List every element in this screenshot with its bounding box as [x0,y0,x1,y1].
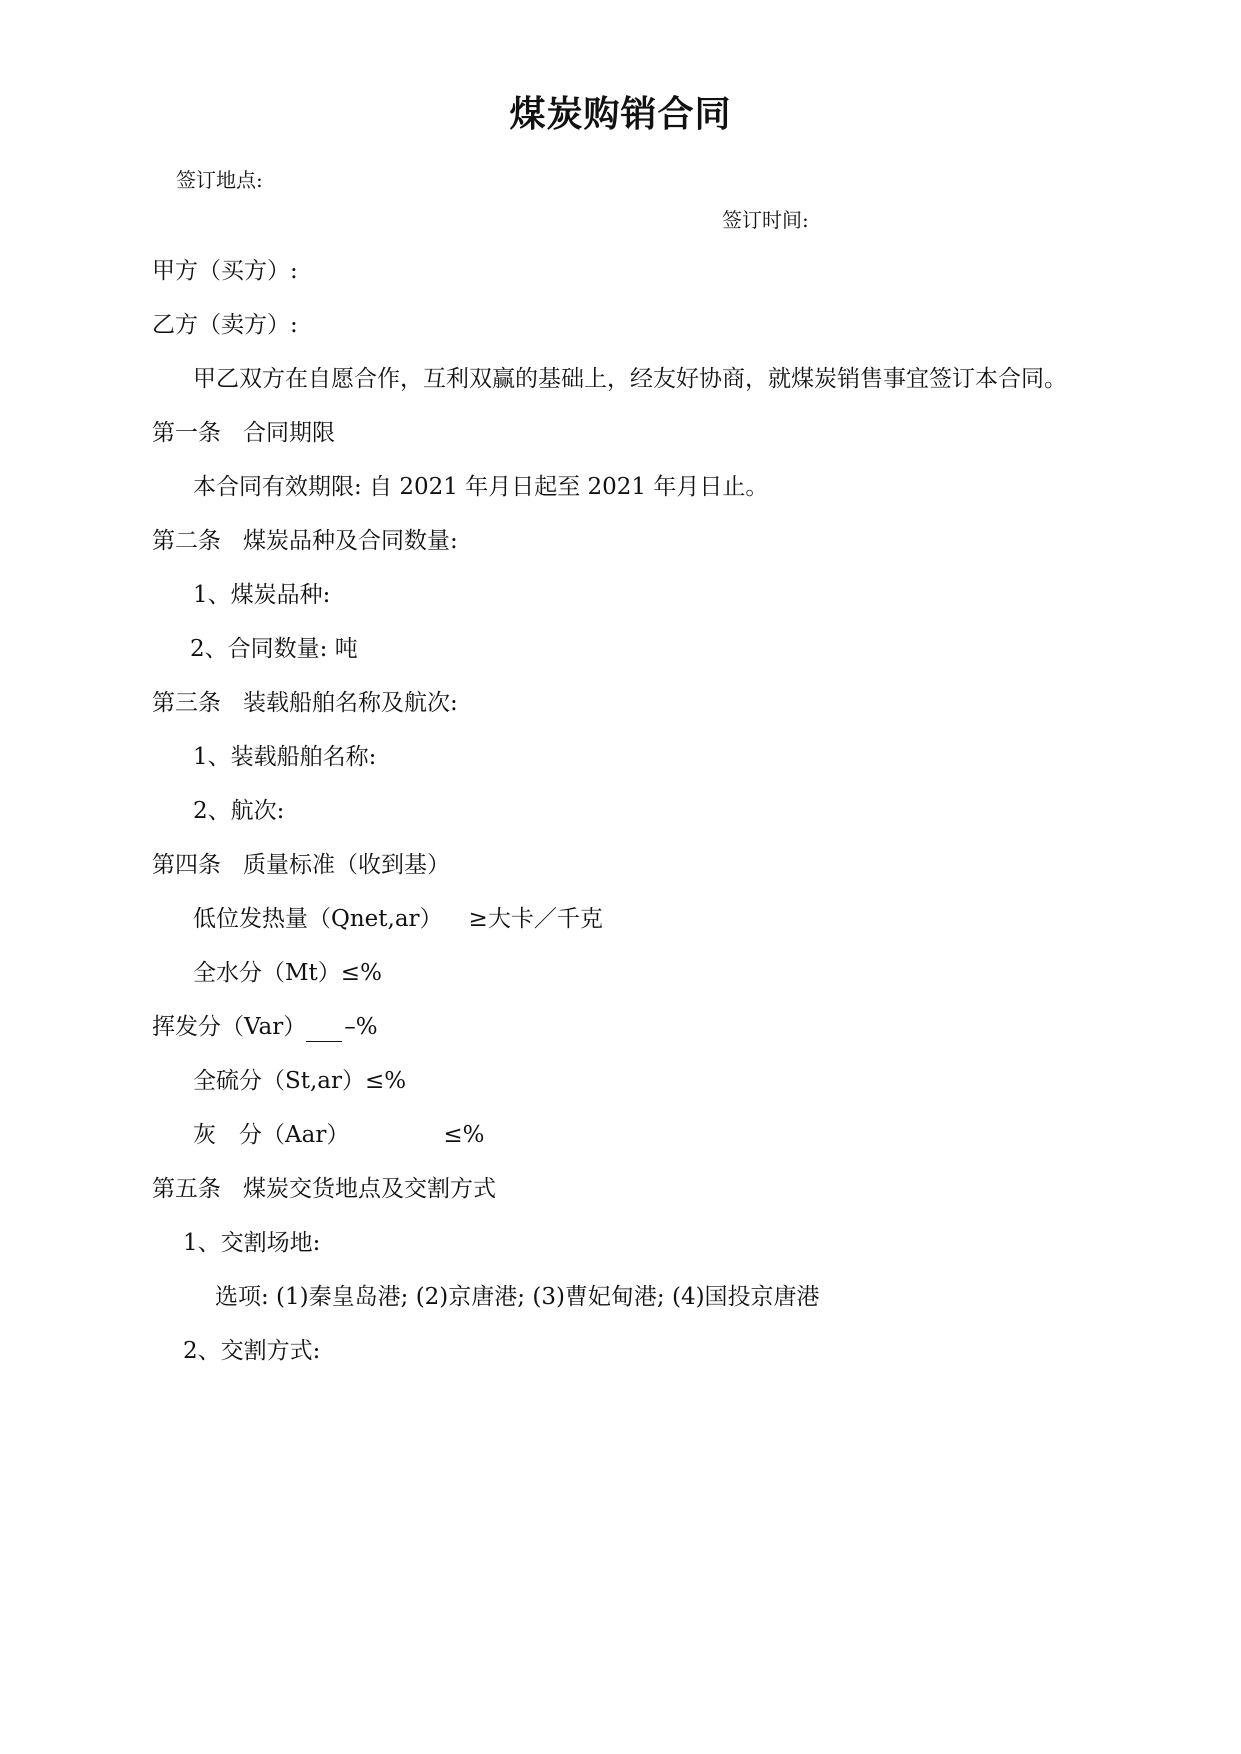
quality-sulfur: 全硫分（St,ar）≤% [193,1068,407,1094]
article-5-number: 第五条 [152,1176,221,1202]
article-2-item-2: 2、合同数量: 吨 [190,636,358,662]
quality-moisture: 全水分（Mt）≤% [193,960,382,986]
volatile-blank-line [306,1019,342,1042]
article-3-number: 第三条 [152,690,221,716]
party-b: 乙方（卖方）: [152,312,298,338]
quality-calorific-value: ≥大卡／千克 [468,906,603,932]
quality-ash-label: 灰 分（Aar） [193,1122,350,1148]
quality-ash [193,1120,484,1150]
article-3-item-1: 1、装载船舶名称: [193,744,377,770]
article-2-number: 第二条 [152,528,221,554]
sign-place: 签订地点: [176,168,263,192]
article-1-body: 本合同有效期限: 自 2021 年月日起至 2021 年月日止。 [193,474,769,500]
article-5-title: 煤炭交货地点及交割方式 [243,1176,496,1202]
article-5-item-2: 2、交割方式: [183,1338,321,1364]
page-title: 煤炭购销合同 [509,94,732,135]
article-2-item-1: 1、煤炭品种: [193,582,331,608]
article-1-title: 合同期限 [243,420,335,446]
quality-calorific [193,904,603,934]
delivery-options: 选项: (1)秦皇岛港; (2)京唐港; (3)曹妃甸港; (4)国投京唐港 [215,1284,820,1310]
article-3-item-2: 2、航次: [193,798,285,824]
article-1-heading [152,418,335,448]
article-3-heading [152,688,458,718]
party-a: 甲方（买方）: [152,258,298,284]
quality-volatile-label: 挥发分（Var） [152,1014,307,1040]
article-5-item-1: 1、交割场地: [183,1230,321,1256]
article-2-title: 煤炭品种及合同数量: [243,528,458,554]
article-4-number: 第四条 [152,852,221,878]
article-4-title: 质量标准（收到基） [243,852,450,878]
preamble: 甲乙双方在自愿合作，互利双赢的基础上，经友好协商，就煤炭销售事宜签订本合同。 [193,366,1067,392]
quality-ash-value: ≤% [443,1122,485,1148]
quality-calorific-label: 低位发热量（Qnet,ar） [193,906,443,932]
article-2-heading [152,526,458,556]
article-1-number: 第一条 [152,420,221,446]
quality-volatile-value: –% [344,1014,378,1040]
sign-time: 签订时间: [722,208,809,232]
article-3-title: 装载船舶名称及航次: [243,690,458,716]
quality-volatile [152,1012,378,1042]
article-4-heading [152,850,450,880]
article-5-heading [152,1174,496,1204]
